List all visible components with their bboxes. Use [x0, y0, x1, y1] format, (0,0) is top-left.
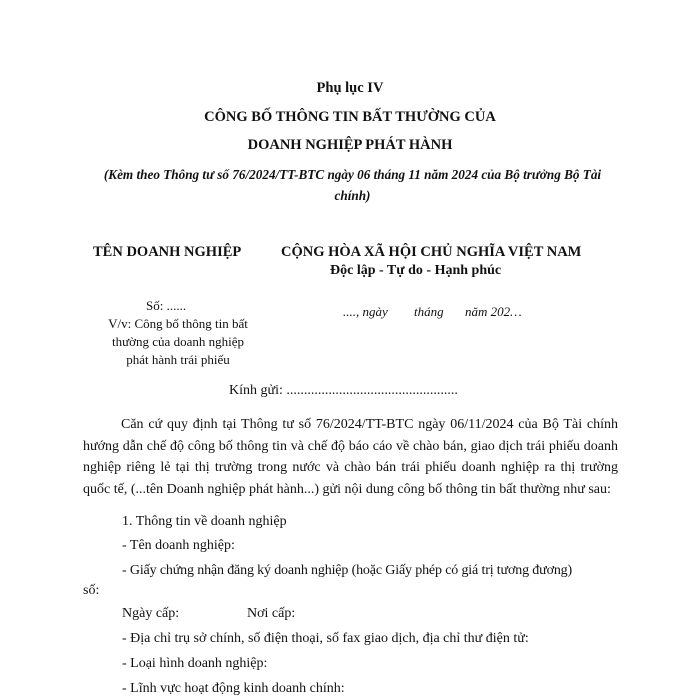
subject-line3: phát hành trái phiếu: [126, 352, 230, 367]
appendix-note-line2: chính): [334, 188, 371, 203]
appendix-note: [80, 164, 625, 206]
item-business-type: - Loại hình doanh nghiệp:: [122, 656, 268, 671]
section-1-heading: 1. Thông tin về doanh nghiệp: [122, 514, 287, 529]
appendix-title: Phụ lục IV: [316, 80, 384, 96]
issue-date: Ngày cấp:: [122, 606, 180, 621]
national-title: CỘNG HÒA XÃ HỘI CHỦ NGHĨA VIỆT NAM: [281, 244, 582, 260]
item-registration-number: số:: [83, 583, 100, 598]
appendix-heading-line2: DOANH NGHIỆP PHÁT HÀNH: [247, 137, 453, 153]
item-address: - Địa chỉ trụ sở chính, số điện thoại, số fax giao dịch, địa chỉ thư điện tử:: [122, 631, 529, 646]
item-registration-certificate: - Giấy chứng nhận đăng ký doanh nghiệp (hoặc Giấy phép có giá trị tương đương): [122, 563, 573, 578]
appendix-note-line1: (Kèm theo Thông tư số 76/2024/TT-BTC ngày 06 tháng 11 năm 2024 của Bộ trưởng Bộ Tài: [103, 167, 602, 182]
document-number: Số: ......: [146, 298, 187, 313]
issue-place: Nơi cấp:: [247, 606, 296, 621]
date-place: ...., ngày: [343, 304, 388, 319]
intro-paragraph: Căn cứ quy định tại Thông tư số 76/2024/TT-BTC ngày 06/11/2024 của Bộ Tài chính hướng dẫn chế độ công bố thông tin và chế độ báo cáo về chào bán, giao dịch trái phiếu doanh nghiệp riêng lẻ tại thị trường trong nước và chào bán trái phiếu doanh nghiệp ra thị trường quốc tế, (...tên Doanh nghiệp phát hành...) gửi nội dung công bố thông tin bất thường như sau:: [83, 417, 618, 497]
subject-line2: thường của doanh nghiệp: [112, 334, 244, 349]
national-motto: Độc lập - Tự do - Hạnh phúc: [330, 263, 502, 278]
date-year: năm 202…: [465, 304, 522, 319]
company-name: TÊN DOANH NGHIỆP: [93, 244, 242, 260]
appendix-heading-line1: CÔNG BỐ THÔNG TIN BẤT THƯỜNG CỦA: [204, 109, 496, 125]
subject-line1: V/v: Công bố thông tin bất: [108, 316, 248, 331]
item-business-field: - Lĩnh vực hoạt động kinh doanh chính:: [122, 681, 345, 696]
date-month: tháng: [414, 304, 444, 319]
recipient-line: Kính gửi: .................................................: [229, 383, 458, 398]
item-company-name: - Tên doanh nghiệp:: [122, 538, 235, 553]
